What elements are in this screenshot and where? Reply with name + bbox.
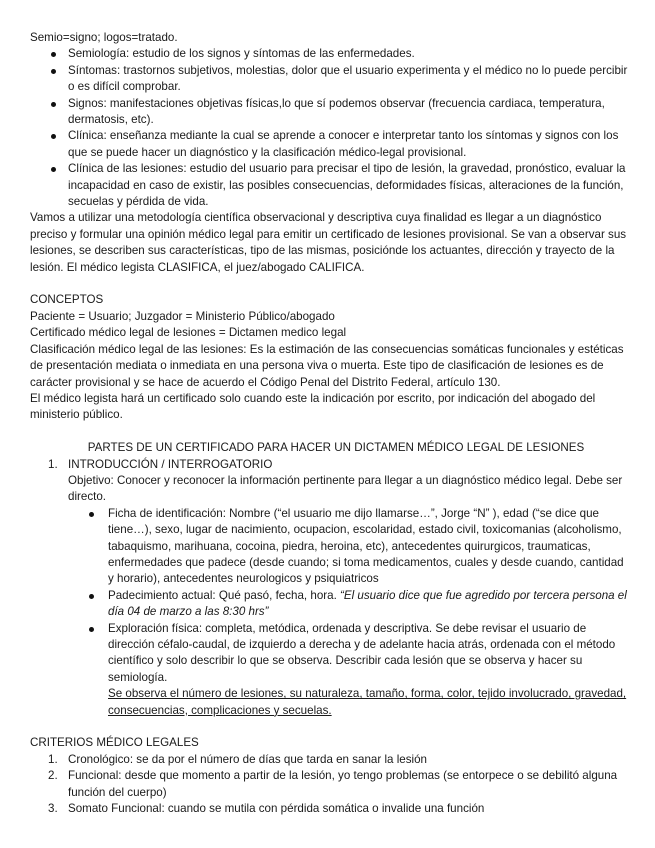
document-page [30,30,632,817]
list-item [48,801,632,817]
item-title: INTRODUCCIÓN / INTERROGATORIO [68,457,273,471]
list-item [48,752,632,768]
concept-line: Paciente = Usuario; Juzgador = Ministerio Público/abogado [30,309,335,323]
criterios-list [30,752,632,818]
list-item: Signos: manifestaciones objetivas físicas,lo que sí podemos observar (frecuencia cardiaca, temperatura, dermatosis, etc). [68,96,632,129]
concept-line: Clasificación médico legal de las lesiones: Es la estimación de las consecuencias somáticas funcionales y estéticas de presentación mediata o inmediata en una persona viva o muerta. Este tipo de clasificación de lesiones es de carácter provisional y se hace de acuerdo el Código Penal del Distrito Federal, artículo 130. [30,342,624,389]
list-item: Síntomas: trastornos subjetivos, molestias, dolor que el usuario experimenta y el médico no lo puede percibir o es difícil comprobar. [68,63,632,96]
list-item: Clínica: enseñanza mediante la cual se aprende a conocer e interpretar tanto los síntomas y signos con los que se puede hacer un diagnóstico y la clasificación médico-legal provisional. [68,128,632,161]
padecimiento-label: Padecimiento actual: Qué pasó, fecha, hora. [108,588,337,602]
item-text: Cronológico: se da por el número de días que tarda en sanar la lesión [68,752,427,766]
list-item: Clínica de las lesiones: estudio del usuario para precisar el tipo de lesión, la gravedad, pronóstico, evaluar la incapacidad en caso de existir, las posibles consecuencias, deformidades físicas, alteraciones de la función, secuelas y pérdida de vida. [68,161,632,210]
item-number: 1. [48,752,58,766]
list-item [48,768,632,801]
criterios-heading: CRITERIOS MÉDICO LEGALES [30,736,199,750]
concept-line: El médico legista hará un certificado solo cuando este la indicación por escrito, por indicación del abogado del ministerio público. [30,391,596,422]
item-text: Funcional: desde que momento a partir de la lesión, yo tengo problemas (se entorpece o se debilitó alguna función del cuerpo) [68,769,618,799]
sub-bullet-list [68,506,632,719]
item-number: 1. [48,457,58,471]
item-number: 3. [48,802,58,816]
list-item [108,588,632,621]
conceptos-heading: CONCEPTOS [30,293,104,307]
exploracion-text: Exploración física: completa, metódica, ordenada y descriptiva. Se debe revisar el usuario de dirección céfalo-caudal, de izquierdo a derecha y de adelante hacia atrás, ordenada con el método científico y solo describir lo que se observa. Describir cada lesión que se observa y hacer su semiología. [108,621,616,684]
item-text: Somato Funcional: cuando se mutila con pérdida somática o invalide una función [68,802,485,816]
methodology-paragraph: Vamos a utilizar una metodología científica observacional y descriptiva cuya finalidad es llegar a un diagnóstico preciso y formular una opinión médico legal para emitir un certificado de lesiones provisional. Se van a observar sus lesiones, se describen sus características, tipo de las mismas, posiciónde los actuantes, dirección y trayecto de la lesión. El médico legista CLASIFICA, el juez/abogado CALIFICA. [30,211,627,274]
definitions-list [30,46,632,210]
list-item [108,621,632,719]
list-item: Semiología: estudio de los signos y síntomas de las enfermedades. [68,46,632,62]
list-item: Ficha de identificación: Nombre (“el usuario me dijo llamarse…”, Jorge “N” ), edad (“se dice que tiene…), sexo, lugar de nacimiento, ocupacion, escolaridad, estado civil, toxicomanias (alcoholismo, tabaquismo, marihuana, cocoina, piedra, heroina, etc), antecedentes quirurgicos, traumaticas, enfermedades que padece (desde cuando; si toma medicamentos, cuales y desde cuando, cantidad y horario), antecedentes neurologicos y psiquiatricos [108,506,632,588]
intro-line: Semio=signo; logos=tratado. [30,31,178,44]
partes-list [30,457,632,720]
partes-heading: PARTES DE UN CERTIFICADO PARA HACER UN DICTAMEN MÉDICO LEGAL DE LESIONES [87,441,585,455]
exploracion-underlined: Se observa el número de lesiones, su naturaleza, tamaño, forma, color, tejido involucrado, gravedad, consecuencias, complicaciones y secuelas. [108,687,627,717]
objective-text: Objetivo: Conocer y reconocer la información pertinente para llegar a un diagnóstico médico legal. Debe ser directo. [68,473,623,504]
padecimiento-quote: “El usuario dice que fue agredido por tercera persona el día 04 de marzo a las 8:30 hrs” [108,588,627,619]
item-number: 2. [48,769,58,783]
list-item [48,457,632,720]
concept-line: Certificado médico legal de lesiones = Dictamen medico legal [30,326,347,340]
